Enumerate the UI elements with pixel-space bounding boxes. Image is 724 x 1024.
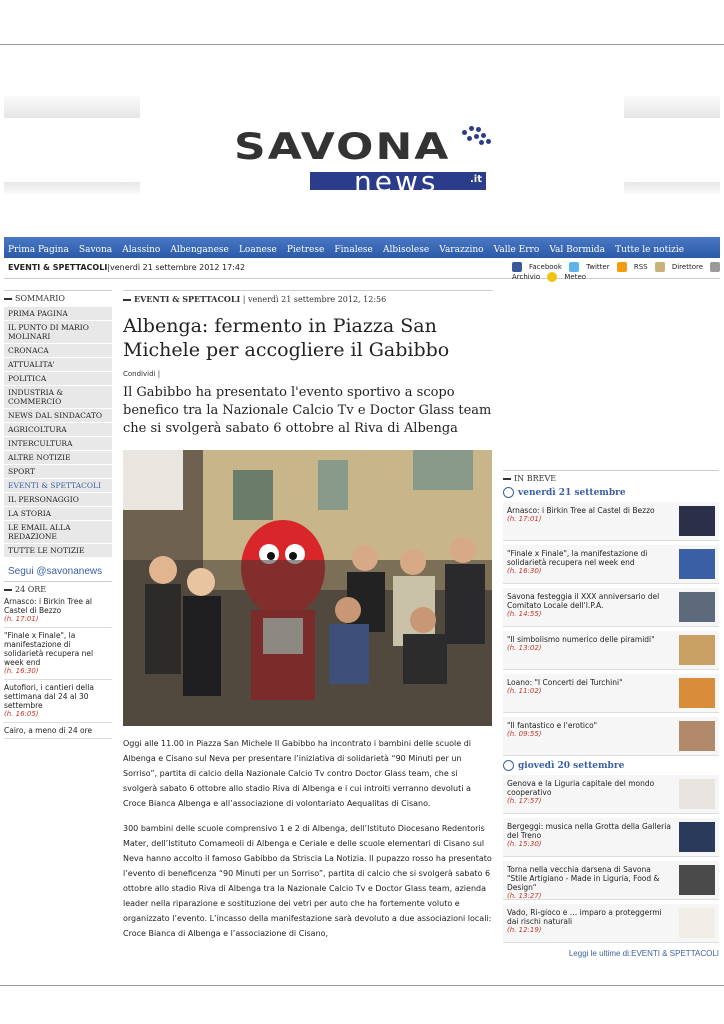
sommario-heading: SOMMARIO: [4, 290, 112, 303]
twitter-label: Twitter: [586, 263, 610, 271]
item-title: Cairo, a meno di 24 ore: [4, 726, 93, 735]
twitter-icon: [569, 262, 579, 272]
sidebar-item[interactable]: POLITICA: [4, 372, 112, 386]
twitter-link[interactable]: [569, 263, 609, 271]
article-photo: [123, 450, 492, 726]
thumbnail: [679, 865, 715, 895]
item-title: Vado, Ri-gioco e … imparo a proteggermi dai rischi naturali: [507, 908, 662, 926]
item-title: Savona festeggia il XXX anniversario del Comitato Locale dell'I.P.A.: [507, 592, 660, 610]
facebook-icon: [512, 262, 522, 272]
sidebar-item[interactable]: IL PERSONAGGIO: [4, 493, 112, 507]
article-body: [123, 736, 493, 941]
item-title: Torna nella vecchia darsena di Savona "Stile Artigiano - Made in Liguria, Food & Design": [507, 865, 660, 892]
nav-item[interactable]: Albisolese: [382, 245, 430, 255]
breve-item[interactable]: [503, 775, 719, 814]
article-title: Albenga: fermento in Piazza San Michele per accogliere il Gabibbo: [123, 315, 450, 361]
item-time: (h. 15:30): [507, 840, 542, 848]
item-time: (h. 13:27): [507, 892, 542, 900]
nav-item[interactable]: Varazzino: [439, 245, 484, 255]
list-item[interactable]: [4, 680, 112, 723]
item-title: Arnasco: i Birkin Tree al Castel di Bezzo: [507, 506, 655, 515]
leggi-link[interactable]: Leggi le ultime di:EVENTI & SPETTACOLI: [568, 949, 719, 958]
sidebar-menu: [4, 307, 112, 558]
sidebar-item[interactable]: IL PUNTO DI MARIO MOLINARI: [4, 321, 112, 344]
day-heading: [503, 487, 719, 498]
site-logo[interactable]: [234, 126, 494, 196]
social-links: [507, 262, 723, 282]
pencil-icon: [655, 262, 665, 272]
item-title: Autofiori, i cantieri della settimana dal 24 al 30 settembre: [4, 683, 94, 710]
thumbnail: [679, 678, 715, 708]
nav-item[interactable]: Prima Pagina: [8, 245, 69, 255]
thumbnail: [679, 635, 715, 665]
sidebar-item[interactable]: INTERCULTURA: [4, 437, 112, 451]
breve-item[interactable]: [503, 502, 719, 541]
day-heading: [503, 760, 719, 771]
item-time: (h. 16:30): [507, 567, 542, 575]
nav-item[interactable]: Val Bormida: [549, 245, 605, 255]
thumbnail: [679, 908, 715, 938]
breve-item[interactable]: [503, 904, 719, 943]
article-date: | venerdì 21 settembre 2012, 12:56: [240, 295, 387, 304]
meteo-link[interactable]: [547, 273, 586, 281]
thumbnail: [679, 721, 715, 751]
item-title: "Il simbolismo numerico delle piramidi": [507, 635, 655, 644]
in-breve: [503, 470, 719, 958]
share-bar[interactable]: Condividi |: [123, 370, 161, 378]
day-label: venerdì 21 settembre: [518, 488, 626, 498]
thumbnail: [679, 779, 715, 809]
sidebar-item[interactable]: AGRICOLTURA: [4, 423, 112, 437]
logo-tld: .it: [470, 174, 483, 185]
facebook-link[interactable]: [512, 263, 562, 271]
article: [123, 290, 493, 951]
date-text: |venerdì 21 settembre 2012 17:42: [107, 263, 246, 272]
article-lead: Il Gabibbo ha presentato l'evento sportivo a scopo benefico tra la Nazionale Calcio Tv e Doctor Glass team che si svolgerà sabato 6 ottobre al Riva di Albenga: [123, 385, 492, 436]
thumbnail: [679, 506, 715, 536]
list-item[interactable]: [4, 628, 112, 680]
clock-icon: [503, 760, 514, 771]
twitter-follow-link[interactable]: Segui @savonanews: [8, 566, 103, 577]
nav-item[interactable]: Valle Erro: [493, 245, 540, 255]
item-title: Arnasco: i Birkin Tree al Castel di Bezzo: [4, 597, 92, 615]
sidebar-item[interactable]: INDUSTRIA & COMMERCIO: [4, 386, 112, 409]
article-category[interactable]: EVENTI & SPETTACOLI: [134, 294, 241, 304]
sidebar-item[interactable]: NEWS DAL SINDACATO: [4, 409, 112, 423]
direttore-link[interactable]: [655, 263, 703, 271]
sidebar-item[interactable]: TUTTE LE NOTIZIE: [4, 544, 112, 558]
day-label: giovedì 20 settembre: [518, 761, 625, 771]
item-time: (h. 12:19): [507, 926, 542, 934]
ore-heading: 24 ORE: [4, 581, 112, 594]
item-time: (h. 17:57): [507, 797, 542, 805]
sub-bar: [4, 258, 720, 279]
section-date: [8, 263, 245, 272]
item-title: "Finale x Finale", la manifestazione di solidarietà recupera nel week end: [4, 631, 94, 667]
nav-item[interactable]: Loanese: [238, 245, 277, 255]
breve-item[interactable]: [503, 818, 719, 857]
item-title: "Il fantastico e l'erotico": [507, 721, 598, 730]
item-time: (h. 09:55): [507, 730, 542, 738]
sidebar-item[interactable]: CRONACA: [4, 344, 112, 358]
main-nav: [4, 237, 720, 258]
item-time: (h. 14:55): [507, 610, 542, 618]
nav-item[interactable]: Tutte le notizie: [615, 245, 685, 255]
sidebar-item[interactable]: LA STORIA: [4, 507, 112, 521]
article-paragraph: 300 bambini delle scuole comprensivo 1 e 2 di Albenga, dell’Istituto Diocesano Redentoris Mater, dell’Istituto Comameoli di Albenga e Ceriale e delle scuole elementari di Cisano sul Neva hanno accolto il famoso Gabibbo da Striscia La Notizia. Il pupazzo rosso ha presentato l’evento di beneficenza “90 Minuti per un Sorriso”, partita di calcio che si svolgerà sabato 6 ottobre allo stadio Riva di Albenga tra la Nazionale Calcio Tv e Doctor Glass team, azienda leader nella riparazione e sostituzione dei vetri per auto che ha fortemente voluto e organizzato l’evento. L’incasso della manifestazione sarà devoluto a due associazioni locali: Croce Bianca di Albenga e l’associazione di Cisano,: [123, 824, 492, 938]
breve-item[interactable]: [503, 674, 719, 713]
direttore-label: Direttore: [671, 263, 704, 271]
sun-icon: [547, 272, 557, 282]
rss-icon: [617, 262, 627, 272]
sidebar-item[interactable]: SPORT: [4, 465, 112, 479]
breve-item[interactable]: [503, 631, 719, 670]
archivio-label: Archivio: [512, 273, 541, 281]
meteo-label: Meteo: [564, 273, 587, 281]
section-label[interactable]: EVENTI & SPETTACOLI: [8, 263, 108, 272]
article-meta: [123, 290, 493, 304]
rss-link[interactable]: [617, 263, 648, 271]
article-paragraph: Oggi alle 11.00 in Piazza San Michele Il Gabibbo ha incontrato i bambini delle scuole di Albenga e Cisano sul Neva per presentare l’iniziativa di solidarietà “90 Minuti per un Sorriso”, partita di calcio della Nazionale Calcio Tv contro Doctor Glass team, che si svolgerà sabato 6 ottobre allo stadio Riva di Albenga e i cui introiti verranno devoluti a Croce Bianca Albenga e all’associazione di volontariato Aequalitas di Cisano.: [123, 739, 472, 808]
item-title: "Finale x Finale", la manifestazione di solidarietà recupera nel week end: [507, 549, 648, 567]
thumbnail: [679, 549, 715, 579]
item-time: (h. 16:05): [4, 710, 39, 718]
list-item[interactable]: [4, 594, 112, 628]
item-title: Loano: "I Concerti dei Turchini": [507, 678, 623, 687]
nav-item[interactable]: Albenganese: [170, 245, 229, 255]
breve-item[interactable]: [503, 588, 719, 627]
item-time: (h. 11:02): [507, 687, 542, 695]
ore-list: [4, 594, 112, 739]
clock-icon: [503, 487, 514, 498]
breve-item[interactable]: [503, 861, 719, 900]
list-item[interactable]: [4, 723, 112, 739]
rss-label: RSS: [633, 263, 648, 271]
breve-item[interactable]: [503, 545, 719, 584]
sidebar-item[interactable]: ALTRE NOTIZIE: [4, 451, 112, 465]
sidebar-item[interactable]: PRIMA PAGINA: [4, 307, 112, 321]
logo-dots-icon: [462, 126, 492, 150]
sidebar-item[interactable]: LE EMAIL ALLA REDAZIONE: [4, 521, 112, 544]
sidebar-item[interactable]: ATTUALITA': [4, 358, 112, 372]
nav-item[interactable]: Alassino: [122, 245, 161, 255]
facebook-label: Facebook: [529, 263, 562, 271]
nav-item[interactable]: Savona: [78, 245, 113, 255]
logo-sub: news: [354, 165, 439, 198]
logo-word: SAVONA: [234, 126, 451, 168]
item-time: (h. 17:01): [4, 615, 39, 623]
item-title: Genova e la Liguria capitale del mondo cooperativo: [507, 779, 655, 797]
item-title: Bergeggi: musica nella Grotta della Galleria del Treno: [507, 822, 671, 840]
sidebar: [4, 290, 112, 739]
thumbnail: [679, 592, 715, 622]
breve-heading: IN BREVE: [503, 470, 719, 483]
photo-illustration: [123, 450, 492, 726]
item-time: (h. 16:30): [4, 667, 39, 675]
nav-item[interactable]: Finalese: [334, 245, 373, 255]
breve-item[interactable]: [503, 717, 719, 756]
archive-icon: [710, 262, 720, 272]
nav-item[interactable]: Pietrese: [286, 245, 325, 255]
thumbnail: [679, 822, 715, 852]
item-time: (h. 13:02): [507, 644, 542, 652]
sidebar-item-active[interactable]: EVENTI & SPETTACOLI: [4, 479, 112, 493]
item-time: (h. 17:01): [507, 515, 542, 523]
